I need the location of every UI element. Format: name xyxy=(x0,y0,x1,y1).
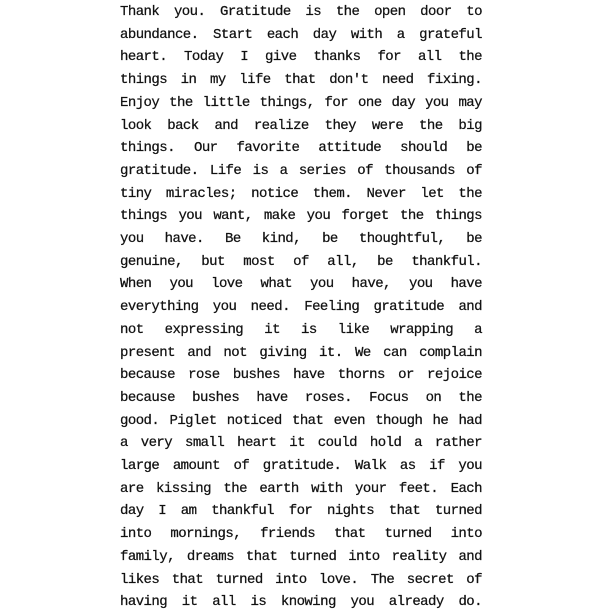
text-line: abundance. Start each day with a grateful xyxy=(120,26,482,43)
text-line: good. Piglet noticed that even though he had xyxy=(120,412,482,429)
text-line: everything you need. Feeling gratitude and xyxy=(120,299,482,316)
text-line: Enjoy the little things, for one day you may xyxy=(120,94,482,111)
text-line: not expressing it is like wrapping a xyxy=(120,321,482,338)
text-line: Thank you. Gratitude is the open door to xyxy=(120,4,482,20)
document-text-block xyxy=(120,1,482,614)
text-line: things you want, make you forget the things xyxy=(120,208,482,225)
text-line: into mornings, friends that turned into xyxy=(120,526,482,543)
text-line: When you love what you have, you have xyxy=(120,276,482,293)
text-line: family, dreams that turned into reality and xyxy=(120,548,482,565)
text-line: things. Our favorite attitude should be xyxy=(120,140,482,157)
text-line: things in my life that don't need fixing. xyxy=(120,72,482,89)
text-line: genuine, but most of all, be thankful. xyxy=(120,253,482,270)
text-line: present and not giving it. We can complain xyxy=(120,344,482,361)
text-line: because rose bushes have thorns or rejoice xyxy=(120,367,482,384)
text-line: because bushes have roses. Focus on the xyxy=(120,389,482,406)
text-line: gratitude. Life is a series of thousands of xyxy=(120,162,482,179)
text-line: you have. Be kind, be thoughtful, be xyxy=(120,231,482,248)
text-line: likes that turned into love. The secret of xyxy=(120,571,482,588)
text-line: day I am thankful for nights that turned xyxy=(120,503,482,520)
text-line: are kissing the earth with your feet. Each xyxy=(120,480,482,497)
text-line: look back and realize they were the big xyxy=(120,117,482,134)
text-line: having it all is knowing you already do. xyxy=(120,594,482,611)
text-line: tiny miracles; notice them. Never let the xyxy=(120,185,482,202)
text-line: a very small heart it could hold a rather xyxy=(120,435,482,452)
text-line: large amount of gratitude. Walk as if you xyxy=(120,458,482,475)
text-line: heart. Today I give thanks for all the xyxy=(120,49,482,66)
